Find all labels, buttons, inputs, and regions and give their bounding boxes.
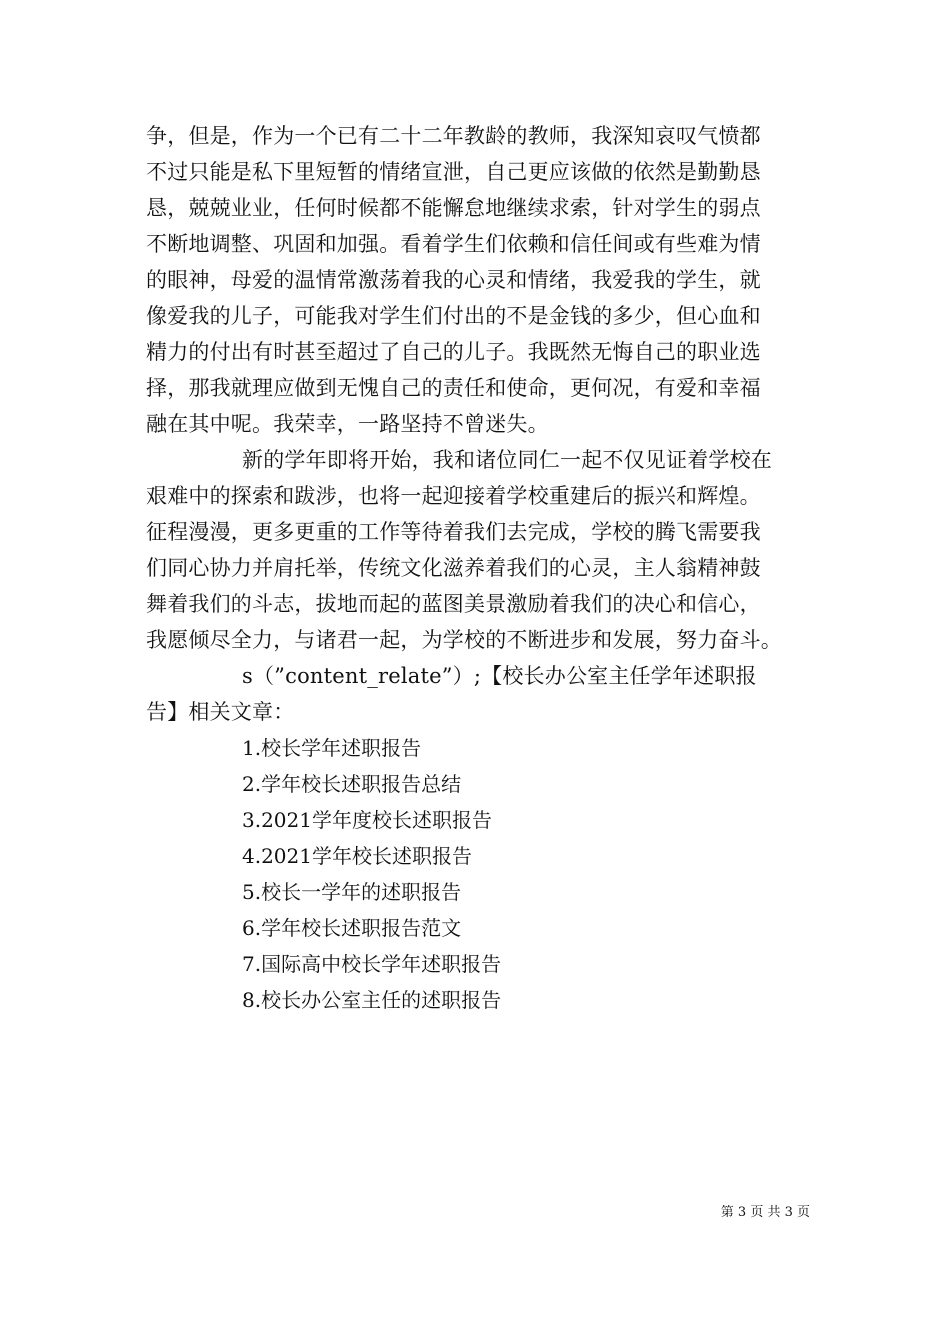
related-article-link[interactable]: 6.学年校长述职报告范文 <box>242 916 462 940</box>
page-number: 第 3 页 共 3 页 <box>720 1205 810 1220</box>
related-article-link[interactable]: 3.2021学年度校长述职报告 <box>242 808 492 832</box>
text-line: 告】相关文章： <box>146 700 295 724</box>
document-body <box>146 118 810 1018</box>
text-line: 不断地调整、巩固和加强。看着学生们依赖和信任间或有些难为情 <box>146 232 761 256</box>
related-article-link[interactable]: 2.学年校长述职报告总结 <box>242 772 462 796</box>
text-line: 融在其中呢。我荣幸，一路坚持不曾迷失。 <box>146 412 549 436</box>
text-line: 像爱我的儿子，可能我对学生们付出的不是金钱的多少，但心血和 <box>146 304 761 328</box>
text-line: 争，但是，作为一个已有二十二年教龄的教师，我深知哀叹气愤都 <box>146 124 761 148</box>
text-line: 精力的付出有时甚至超过了自己的儿子。我既然无悔自己的职业选 <box>146 340 761 364</box>
related-article-link[interactable]: 1.校长学年述职报告 <box>242 736 422 760</box>
paragraph-related-heading <box>146 658 810 730</box>
related-article-link[interactable]: 5.校长一学年的述职报告 <box>242 880 462 904</box>
text-line: 们同心协力并肩托举，传统文化滋养着我们的心灵，主人翁精神鼓 <box>146 556 761 580</box>
text-line: 新的学年即将开始，我和诸位同仁一起不仅见证着学校在 <box>242 448 772 472</box>
text-line: s（”content_relate”）;【校长办公室主任学年述职报 <box>242 664 757 688</box>
text-line: 不过只能是私下里短暂的情绪宣泄，自己更应该做的依然是勤勤恳 <box>146 160 761 184</box>
related-article-link[interactable]: 7.国际高中校长学年述职报告 <box>242 952 502 976</box>
text-line: 艰难中的探索和跋涉，也将一起迎接着学校重建后的振兴和辉煌。 <box>146 484 761 508</box>
related-articles-list <box>146 730 810 1018</box>
paragraph-new-year <box>146 442 810 658</box>
text-line: 恳，兢兢业业，任何时候都不能懈怠地继续求索，针对学生的弱点 <box>146 196 761 220</box>
text-line: 我愿倾尽全力，与诸君一起，为学校的不断进步和发展，努力奋斗。 <box>146 628 782 652</box>
related-article-link[interactable]: 4.2021学年校长述职报告 <box>242 844 472 868</box>
text-line: 舞着我们的斗志，拔地而起的蓝图美景激励着我们的决心和信心， <box>146 592 761 616</box>
text-line: 的眼神，母爱的温情常激荡着我的心灵和情绪，我爱我的学生，就 <box>146 268 761 292</box>
text-line: 征程漫漫，更多更重的工作等待着我们去完成，学校的腾飞需要我 <box>146 520 761 544</box>
text-line: 择，那我就理应做到无愧自己的责任和使命，更何况，有爱和幸福 <box>146 376 761 400</box>
related-article-link[interactable]: 8.校长办公室主任的述职报告 <box>242 988 502 1012</box>
paragraph-reflection <box>146 118 810 442</box>
